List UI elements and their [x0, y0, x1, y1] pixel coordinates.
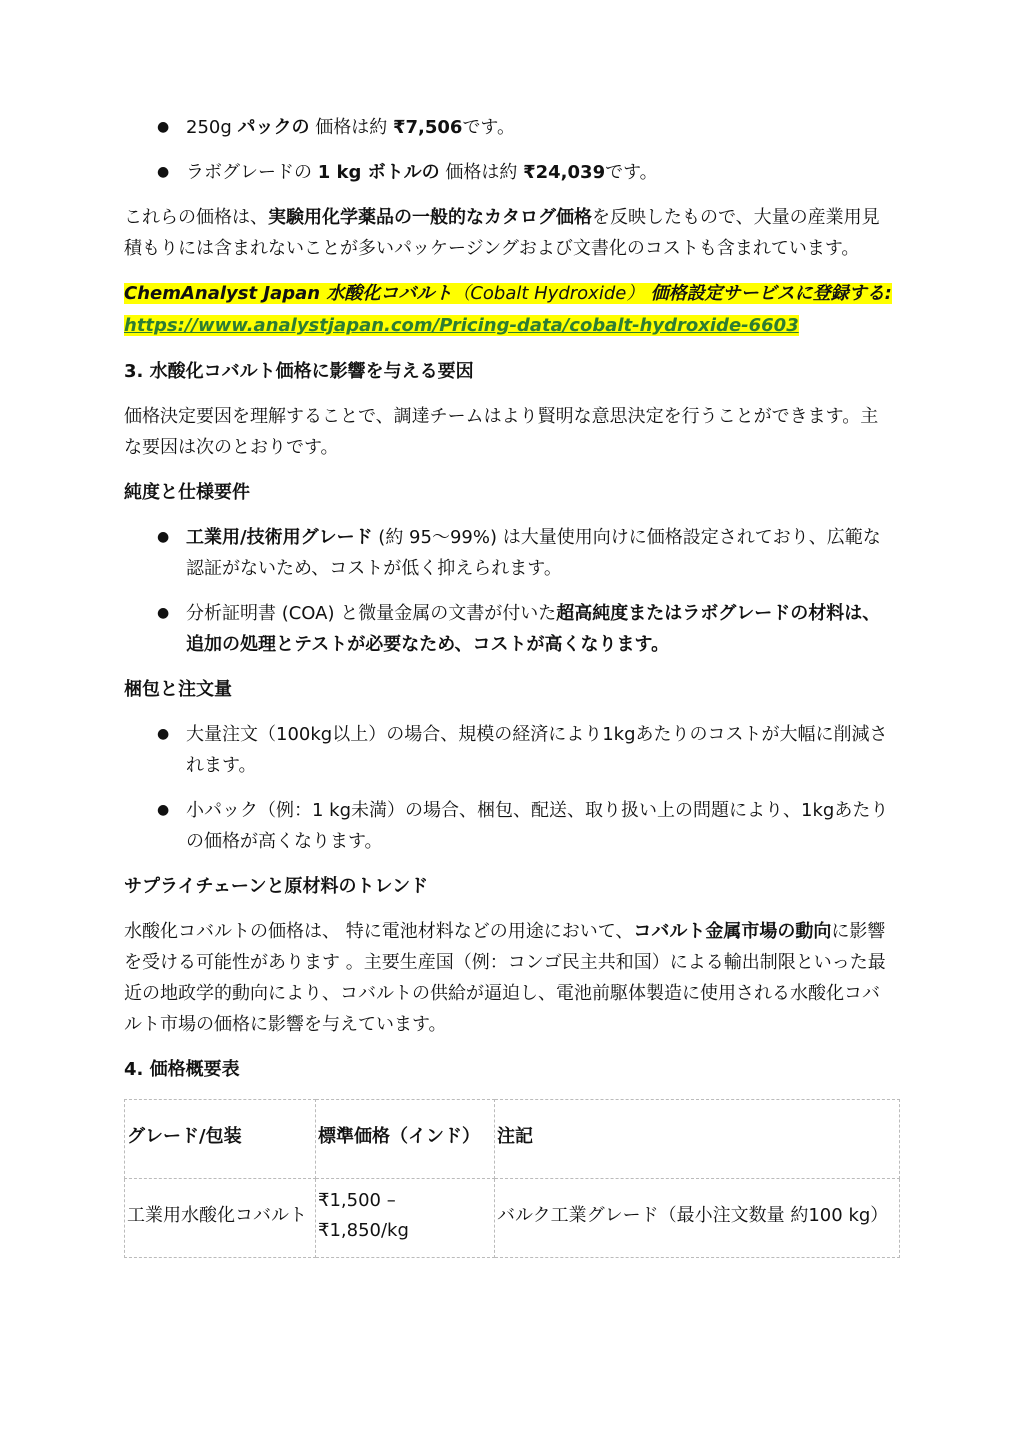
bullet-icon: ● — [157, 164, 170, 180]
list-item: ● 工業用/技術用グレード (約 95〜99%) は大量使用向けに価格設定されており、広範な認証がないため、コストが低く抑えられます。 — [124, 522, 894, 584]
packaging-list — [124, 719, 894, 857]
bullet-icon: ● — [157, 119, 170, 135]
price-summary-table — [124, 1099, 900, 1258]
price-bullet-list — [124, 112, 894, 188]
list-item: ● 大量注文（100kg以上）の場合、規模の経済により1kgあたりのコストが大幅に削減されます。 — [124, 719, 894, 781]
header-price: 標準価格（インド） — [316, 1100, 495, 1179]
cell-grade: 工業用水酸化コバルト — [125, 1179, 316, 1258]
cell-notes: バルク工業グレード（最小注文数量 約100 kg） — [495, 1179, 900, 1258]
pricing-link[interactable]: https://www.analystjapan.com/Pricing-data/cobalt-hydroxide-6603 — [124, 315, 799, 336]
table-header-row — [125, 1100, 900, 1179]
section-3-intro: 価格決定要因を理解することで、調達チームはより賢明な意思決定を行うことができます。主な要因は次のとおりです。 — [124, 406, 879, 458]
list-item: ● ラボグレードの 1 kg ボトルの 価格は約 ₹24,039です。 — [124, 157, 894, 188]
cell-price: ₹1,500 – ₹1,850/kg — [316, 1179, 495, 1258]
bullet-icon: ● — [157, 726, 170, 742]
list-item: ● 分析証明書 (COA) と微量金属の文書が付いた超高純度またはラボグレードの材料は、追加の処理とテストが必要なため、コストが高くなります。 — [124, 598, 894, 660]
document-body — [124, 112, 894, 1258]
supply-chain-heading: サプライチェーンと原材料のトレンド — [124, 876, 429, 897]
catalog-price-paragraph: これらの価格は、実験用化学薬品の一般的なカタログ価格を反映したもので、大量の産業用見積もりには含まれないことが多いパッケージングおよび文書化のコストも含まれています。 — [124, 207, 880, 259]
supply-chain-paragraph: 水酸化コバルトの価格は、 特に電池材料などの用途において、コバルト金属市場の動向に影響を受ける可能性があります 。主要生産国（例：コンゴ民主共和国）による輸出制限といった最近の地政学的動向により、コバルトの供給が逼迫し、電池前駆体製造に使用される水酸化コバルト市場の価格に影響を与えています。 — [124, 921, 886, 1035]
section-3-heading: 3. 水酸化コバルト価格に影響を与える要因 — [124, 361, 474, 382]
list-item: ● 小パック（例：1 kg未満）の場合、梱包、配送、取り扱い上の問題により、1kgあたりの価格が高くなります。 — [124, 795, 894, 857]
section-4-heading: 4. 価格概要表 — [124, 1059, 240, 1080]
subscription-banner: ChemAnalyst Japan 水酸化コバルト（Cobalt Hydroxide） 価格設定サービスに登録する: https://www.analystjapan.com/Pricing-data/cobalt-hydroxide-6603 — [124, 283, 892, 336]
purity-heading: 純度と仕様要件 — [124, 482, 250, 503]
bullet-icon: ● — [157, 529, 170, 545]
header-notes: 注記 — [495, 1100, 900, 1179]
list-item: ● 250g パックの 価格は約 ₹7,506です。 — [124, 112, 894, 143]
bullet-icon: ● — [157, 605, 170, 621]
bullet-icon: ● — [157, 802, 170, 818]
packaging-heading: 梱包と注文量 — [124, 679, 232, 700]
header-grade: グレード/包装 — [125, 1100, 316, 1179]
purity-list — [124, 522, 894, 660]
table-row — [125, 1179, 900, 1258]
